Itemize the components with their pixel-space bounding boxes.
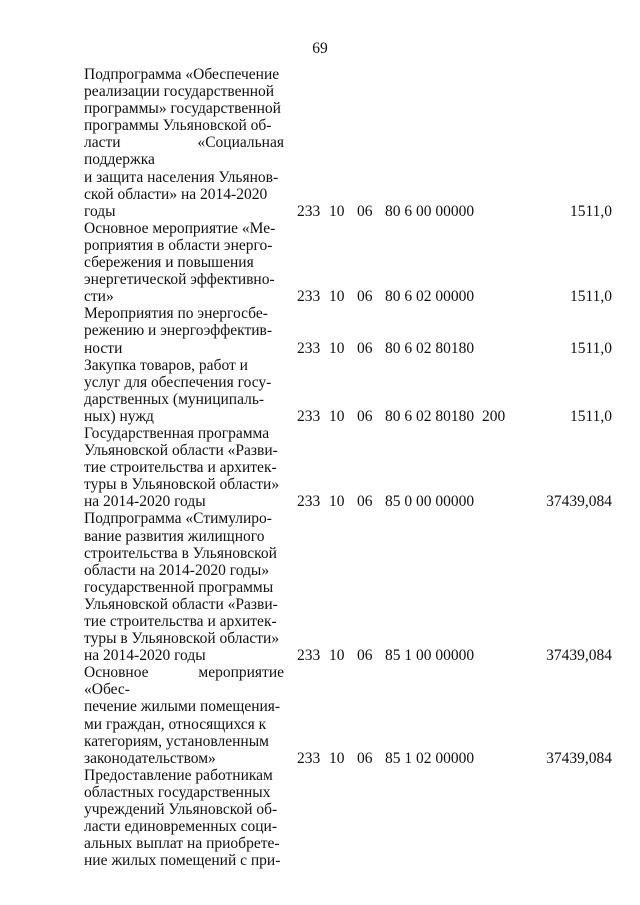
- target-code: 80 6 02 00000: [385, 288, 475, 306]
- subsection-code: 06: [357, 339, 373, 357]
- table-row: [84, 66, 614, 220]
- row-name: Предоставление работникам областных государственных учреждений Ульяновской об- ласти единовременных соци- альных выплат на приобрете- ние жилых помещений с при-: [84, 766, 281, 870]
- table-row: [84, 305, 614, 356]
- table-row: [84, 425, 614, 510]
- subsection-code: 06: [357, 202, 373, 220]
- table-row: [84, 767, 614, 870]
- section-code: 10: [329, 407, 345, 425]
- table-row: [84, 510, 614, 664]
- section-code: 10: [329, 202, 345, 220]
- table-row: [84, 664, 614, 767]
- ministry-code: 233: [297, 647, 321, 665]
- row-name: Подпрограмма «Стимулиро- вание развития жилищного строительства в Ульяновской области на 2014-2020 годы» государственной программы Ульяновской области «Разви- тие строительства и архитек- туры в Ульяновской области» на 2014-2020 годы: [84, 510, 280, 665]
- subsection-code: 06: [357, 493, 373, 511]
- expense-type-code: 200: [482, 407, 506, 425]
- target-code: 80 6 02 80180: [385, 339, 475, 357]
- page-number: 69: [312, 40, 328, 57]
- ministry-code: 233: [297, 288, 321, 306]
- amount: 1511,0: [569, 407, 612, 425]
- ministry-code: 233: [297, 749, 321, 767]
- subsection-code: 06: [357, 647, 373, 665]
- target-code: 80 6 00 00000: [385, 202, 475, 220]
- section-code: 10: [329, 749, 345, 767]
- amount: 37439,084: [546, 493, 612, 511]
- subsection-code: 06: [357, 749, 373, 767]
- target-code: 85 1 00 00000: [385, 647, 475, 665]
- section-code: 10: [329, 493, 345, 511]
- target-code: 80 6 02 80180: [385, 407, 475, 425]
- target-code: 85 0 00 00000: [385, 493, 475, 511]
- ministry-code: 233: [297, 493, 321, 511]
- target-code: 85 1 02 00000: [385, 749, 475, 767]
- row-name: Закупка товаров, работ и услуг для обеспечения госу- дарственных (муниципаль- ных) нужд: [84, 356, 272, 425]
- section-code: 10: [329, 288, 345, 306]
- section-code: 10: [329, 339, 345, 357]
- row-name: Государственная программа Ульяновской области «Разви- тие строительства и архитек- туры в Ульяновской области» на 2014-2020 годы: [84, 424, 280, 511]
- amount: 1511,0: [569, 202, 612, 220]
- amount: 37439,084: [546, 647, 612, 665]
- table-row: [84, 220, 614, 305]
- table-row: [84, 357, 614, 425]
- budget-table: [84, 66, 614, 869]
- ministry-code: 233: [297, 407, 321, 425]
- row-name: Подпрограмма «Обеспечение реализации государственной программы» государственной программы Ульяновской об- ласти «Социальная поддержка и защита населения Ульянов- ской области» на 2014-2020 годы: [84, 66, 284, 220]
- subsection-code: 06: [357, 407, 373, 425]
- amount: 1511,0: [569, 339, 612, 357]
- subsection-code: 06: [357, 288, 373, 306]
- row-name: Основное мероприятие «Ме- роприятия в области энерго- сбережения и повышения энергетической эффективно- сти»: [84, 219, 276, 306]
- row-name: Мероприятия по энергосбе- режению и энергоэффектив- ности: [84, 305, 273, 357]
- ministry-code: 233: [297, 202, 321, 220]
- ministry-code: 233: [297, 339, 321, 357]
- row-name: Основное мероприятие «Обес- печение жилыми помещения- ми граждан, относящихся к категориям, установленным законодательством»: [84, 664, 284, 767]
- section-code: 10: [329, 647, 345, 665]
- amount: 1511,0: [569, 288, 612, 306]
- amount: 37439,084: [546, 749, 612, 767]
